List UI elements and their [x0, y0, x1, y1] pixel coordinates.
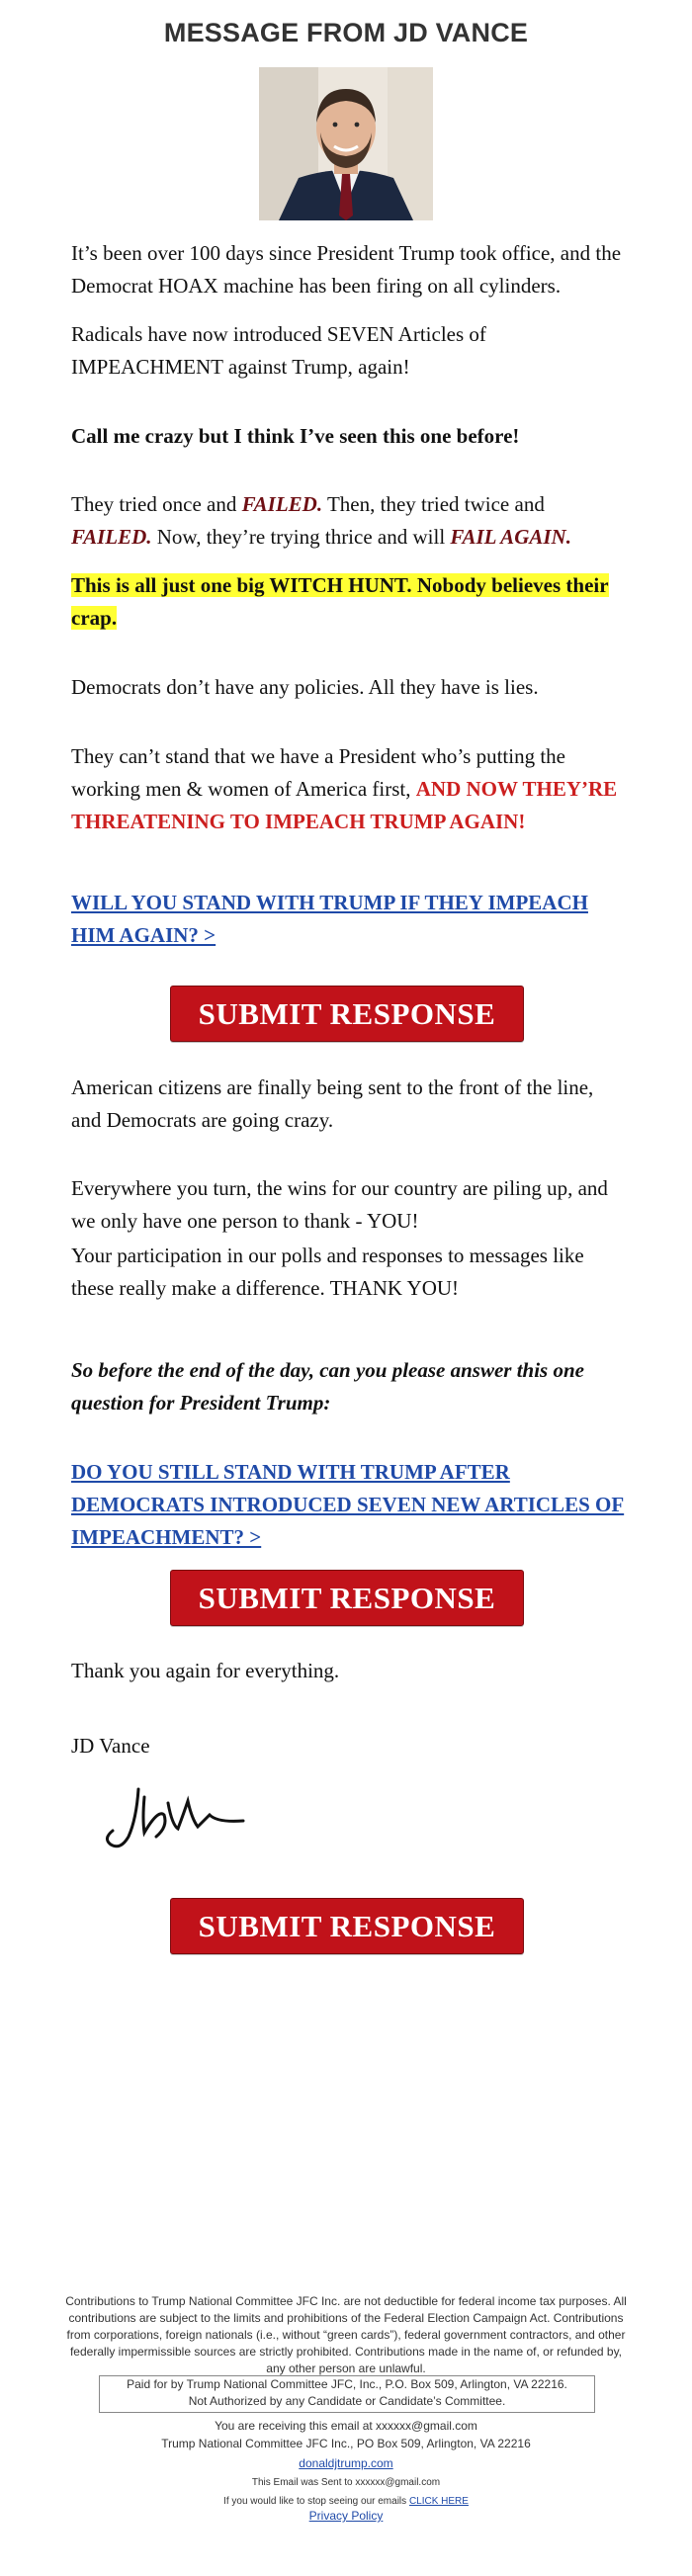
- paragraph-witch-hunt: [71, 569, 625, 635]
- paragraph-no-policies: Democrats don’t have any policies. All they have is lies.: [71, 675, 539, 699]
- footer-site-wrapper: [59, 2455, 633, 2472]
- submit-response-button-2[interactable]: SUBMIT RESPONSE: [170, 1570, 524, 1626]
- text-segment: They can’t stand that we have a President who’s putting the working men & women of America first,: [71, 744, 565, 801]
- failed-emphasis: FAILED.: [241, 492, 323, 516]
- site-link[interactable]: donaldjtrump.com: [299, 2456, 393, 2470]
- failed-emphasis: FAILED.: [71, 525, 152, 549]
- paid-for-box: [99, 2375, 595, 2413]
- receiving-email-text: You are receiving this email at xxxxxx@gmail.com: [215, 2419, 477, 2433]
- sent-to-text: This Email was Sent to xxxxxx@gmail.com: [251, 2477, 441, 2488]
- text-segment: Then, they tried twice and: [322, 492, 545, 516]
- paragraph-call-me-crazy: Call me crazy but I think I’ve seen this one before!: [71, 424, 520, 448]
- unsubscribe-link[interactable]: CLICK HERE: [408, 2496, 469, 2507]
- text-segment: They tried once and: [71, 492, 242, 516]
- paid-for-text: Paid for by Trump National Committee JFC, Inc., P.O. Box 509, Arlington, VA 22216.: [127, 2377, 567, 2391]
- footer-disclaimer: Contributions to Trump National Committee JFC Inc. are not deductible for federal income tax purposes. All contributions are subject to the limits and prohibitions of the Federal Election Campaign Act. Contributions from corporations, foreign nationals (i.e., without “green cards”), federal government contractors, and other federally impermissible sources are strictly prohibited. Contributions made in the name of, or refunded by, any other person are unlawful.: [65, 2294, 627, 2375]
- text-segment: Now, they’re trying thrice and will: [151, 525, 451, 549]
- paragraph-100-days: It’s been over 100 days since President Trump took office, and the Democrat HOAX machine has been firing on all cylinders.: [71, 241, 622, 298]
- paragraph-before-end-of-day: So before the end of the day, can you please answer this one question for President Trump:: [71, 1358, 584, 1415]
- portrait-image: [259, 67, 433, 220]
- submit-response-button-1[interactable]: SUBMIT RESPONSE: [170, 986, 524, 1042]
- cta-link-still-stand[interactable]: DO YOU STILL STAND WITH TRUMP AFTER DEMOCRATS INTRODUCED SEVEN NEW ARTICLES OF IMPEACHMENT? >: [71, 1460, 625, 1549]
- signoff-name: JD Vance: [71, 1734, 150, 1758]
- unsubscribe-prefix: If you would like to stop seeing our emails: [223, 2496, 409, 2507]
- paragraph-participation: Your participation in our polls and responses to messages like these really make a difference. THANK YOU!: [71, 1244, 584, 1300]
- witch-hunt-highlight: This is all just one big WITCH HUNT. Nobody believes their crap.: [71, 573, 609, 630]
- signature-image: [99, 1779, 257, 1858]
- submit-response-button-3[interactable]: SUBMIT RESPONSE: [170, 1898, 524, 1954]
- privacy-wrapper: [59, 2508, 633, 2525]
- impeach-alert-text: AND NOW THEY’RE THREATENING TO IMPEACH TRUMP AGAIN!: [71, 777, 618, 833]
- paragraph-tried-failed: [71, 488, 625, 554]
- jd-vance-photo: [259, 67, 433, 220]
- paragraph-wins: Everywhere you turn, the wins for our country are piling up, and we only have one person to thank - YOU!: [71, 1176, 608, 1233]
- fail-again-emphasis: FAIL AGAIN.: [450, 525, 571, 549]
- paragraph-threatening: [71, 740, 625, 838]
- cta-link-stand-with-trump[interactable]: WILL YOU STAND WITH TRUMP IF THEY IMPEACH HIM AGAIN? >: [71, 891, 588, 947]
- email-title: MESSAGE FROM JD VANCE: [163, 18, 529, 47]
- committee-address: Trump National Committee JFC Inc., PO Box 509, Arlington, VA 22216: [161, 2437, 531, 2450]
- not-authorized-text: Not Authorized by any Candidate or Candidate’s Committee.: [188, 2394, 506, 2408]
- paragraph-seven-articles: Radicals have now introduced SEVEN Articles of IMPEACHMENT against Trump, again!: [71, 322, 486, 379]
- paragraph-citizens: American citizens are finally being sent to the front of the line, and Democrats are going crazy.: [71, 1075, 594, 1132]
- privacy-policy-link[interactable]: Privacy Policy: [308, 2509, 384, 2523]
- paragraph-thank-you: Thank you again for everything.: [71, 1659, 340, 1682]
